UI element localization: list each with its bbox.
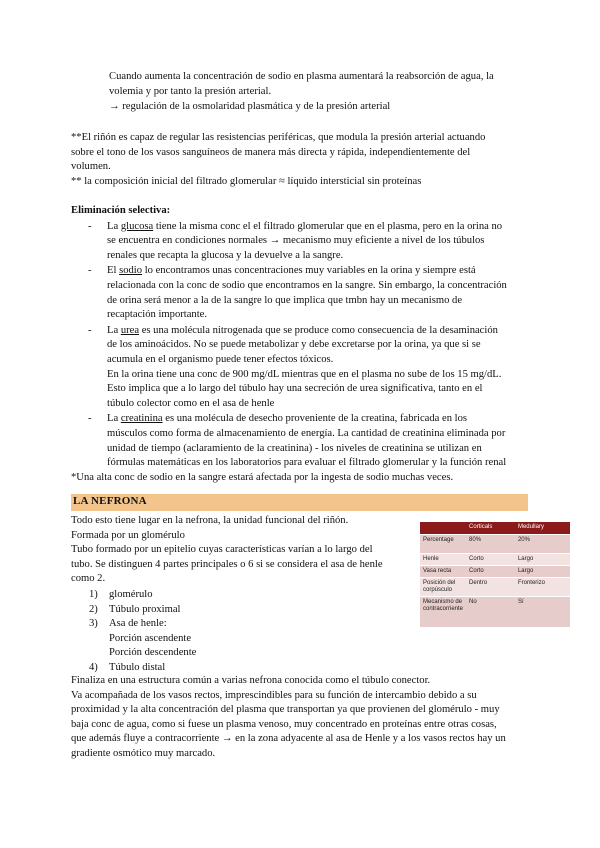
list-item: 4) Túbulo distal	[89, 661, 166, 673]
section-title: Eliminación selectiva:	[71, 205, 171, 216]
list-item: - La urea es una molécula nitrogenada que se produce como consecuencia de la desaminación de los aminoácidos. No se puede metabolizar y debe excretarse por la orina, ya que si se acumula en el organismo puede tener efectos tóxicos. En la orina tiene una conc de 900 mg/dL mientras que en el plasma no sube de los 15 mg/dL. Esto implica que a lo largo del túbulo hay una secreción de urea significativa, tanto en el túbulo colector como en el asa de henle	[88, 324, 502, 409]
nefrona-parts-list	[71, 588, 421, 676]
notes-block: **El riñón es capaz de regular las resistencias periféricas, que modula la presión arterial actuando sobre el tono de los vasos sanguíneos de manera más directa y rápida, independientemente del volumen. ** la composición inicial del filtrado glomerular ≈ líquido intersticial sin proteínas	[71, 132, 486, 187]
table-row: Vasa recta Corto Largo	[420, 566, 570, 578]
table-header	[420, 522, 466, 535]
table-row: Mecanismo de contracorriente No Sí	[420, 597, 570, 628]
list-subitem: Porción ascendente	[109, 632, 192, 644]
table-row: Percentage 80% 20%	[420, 535, 570, 554]
nefrona-final: Finaliza en una estructura común a varias nefrona conocida como el túbulo conector. Va acompañada de los vasos rectos, imprescindibles para su función de intercambio debido a su proximidad y la alta concentración del plasma que transportan ya que provienen del glomérulo - muy baja conc de agua, como si fuese un plasma venoso, muy concentrado en proteínas entre otras cosas, que además fluye a contracorriente → en la zona adyacente al asa de Henle y a los vasos rectos hay un gradiente osmótico muy marcado.	[71, 675, 506, 759]
list-item: - La glucosa tiene la misma conc el el filtrado glomerular que en el plasma, pero en la orina no se encuentra en condiciones normales → mecanismo muy eficiente a nivel de los túbulos renales que recapta la glucosa y la devuelve a la sangre.	[88, 220, 503, 261]
nephron-comparison-table	[420, 522, 570, 627]
table-header: Medullary	[515, 522, 570, 535]
list-item: - La creatinina es una molécula de desecho proveniente de la creatina, fabricada en los músculos como forma de almacenamiento de energía. La cantidad de creatinina eliminada por unidad de tiempo (aclaramiento de la creatinina) - los niveles de creatinina se utilizan en fórmulas matemáticas en los laboratorios para evaluar el filtrado glomerular y la función renal	[88, 413, 507, 469]
list-subitem: Porción descendente	[109, 647, 197, 659]
elimination-section	[71, 204, 541, 485]
sodium-paragraph: Cuando aumenta la concentración de sodio en plasma aumentará la reabsorción de agua, la volemia y por tanto la presión arterial. → regulación de la osmolaridad plasmática y de la presión arterial	[109, 71, 494, 113]
nefrona-intro: Todo esto tiene lugar en la nefrona, la unidad funcional del riñón. Formada por un glomérulo Tubo formado por un epitelio cuyas características varían a lo largo del tubo. Se distinguen 4 partes principales o 6 si se considera el asa de henle como 2. 1) glomérulo 2) Túbulo proximal 3) Asa de henle: Porción ascendente Porción descendente 4) Túbulo distal	[71, 514, 421, 676]
list-item: 1) glomérulo	[89, 588, 153, 600]
table-row: Henle Corto Largo	[420, 554, 570, 566]
list-item: 3) Asa de henle:	[89, 618, 167, 630]
footnote: *Una alta conc de sodio en la sangre estará afectada por la ingesta de sodio muchas veces.	[71, 471, 454, 483]
nefrona-heading: LA NEFRONA	[71, 494, 528, 511]
table-row: Posición del corpúsculo Dentro Fronterizo	[420, 578, 570, 597]
list-item: - El sodio lo encontramos unas concentraciones muy variables en la orina y siempre está relacionada con la conc de sodio que encontramos en la sangre. Sin embargo, la concentración de orina será menor a la de la sangre lo que implica que tmbn hay un mecanismo de recaptación importante.	[88, 265, 507, 321]
table-header: Corticals	[466, 522, 515, 535]
list-item: 2) Túbulo proximal	[89, 603, 181, 615]
